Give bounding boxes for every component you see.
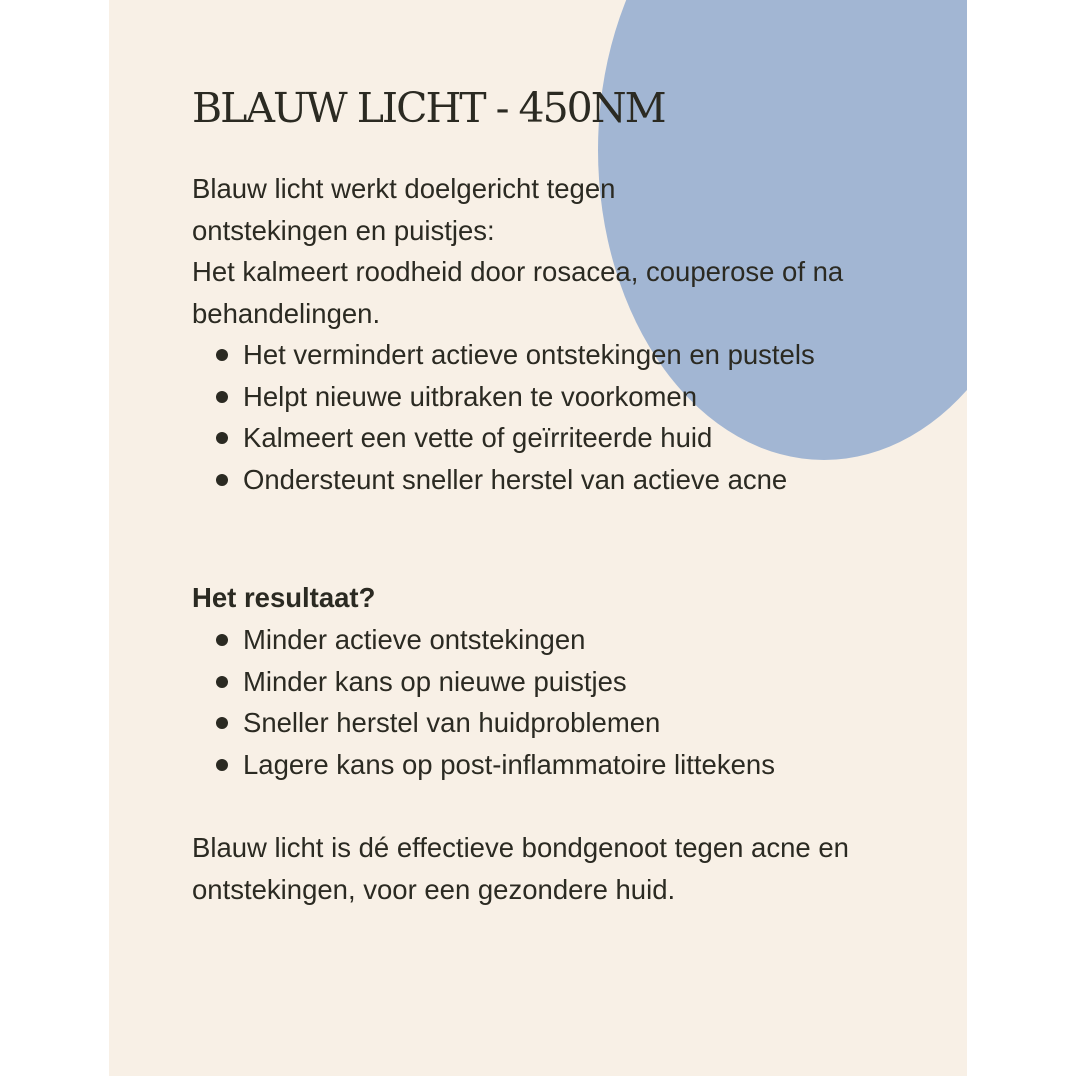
results-section [192,619,912,785]
intro-section [192,168,912,500]
list-item: Helpt nieuwe uitbraken te voorkomen [243,376,863,418]
page-title: BLAUW LICHT - 450NM [192,84,665,132]
closing-paragraph: Blauw licht is dé effectieve bondgenoot tegen acne en ontstekingen, voor een gezondere huid. [192,832,849,905]
list-item: Kalmeert een vette of geïrriteerde huid [243,417,863,459]
list-item: Het vermindert actieve ontstekingen en pustels [243,334,863,376]
list-item: Minder actieve ontstekingen [243,619,912,661]
list-item: Sneller herstel van huidproblemen [243,702,912,744]
list-item: Ondersteunt sneller herstel van actieve acne [243,459,863,501]
results-list [192,619,912,785]
closing-section [192,827,912,910]
document-page [109,0,967,1076]
list-item: Minder kans op nieuwe puistjes [243,661,912,703]
result-heading: Het resultaat? [192,582,376,613]
intro-paragraph-1: Blauw licht werkt doelgericht tegen ontstekingen en puistjes: [192,173,616,246]
intro-paragraph-2: Het kalmeert roodheid door rosacea, couperose of na behandelingen. [192,256,844,329]
list-item: Lagere kans op post-inflammatoire littekens [243,744,912,786]
benefits-list [192,334,863,500]
